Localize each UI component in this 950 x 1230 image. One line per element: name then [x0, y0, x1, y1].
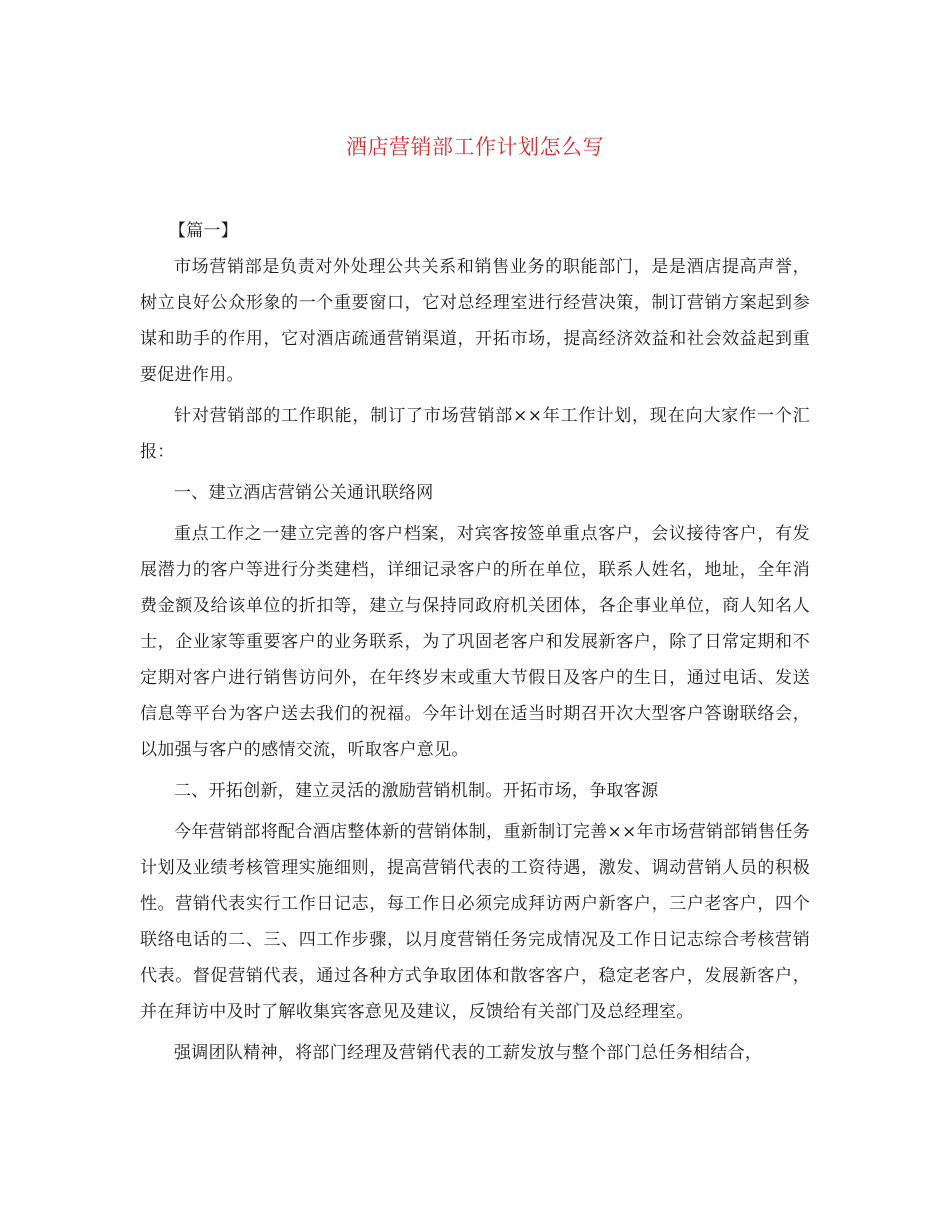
document-title: 酒店营销部工作计划怎么写 [346, 135, 604, 159]
document-body [140, 213, 810, 1071]
paragraph-incentive-mechanism: 今年营销部将配合酒店整体新的营销体制，重新制订完善××年市场营销部销售任务计划及业绩考核管理实施细则，提高营销代表的工资待遇，激发、调动营销人员的积极性。营销代表实行工作日记志，每工作日必须完成拜访两户新客户，三户老客户，四个联络电话的二、三、四工作步骤，以月度营销任务完成情况及工作日记志综合考核营销代表。督促营销代表，通过各种方式争取团体和散客客户，稳定老客户，发展新客户，并在拜访中及时了解收集宾客意见及建议，反馈给有关部门及总经理室。 [140, 822, 810, 1022]
heading-section-two: 二、开拓创新，建立灵活的激励营销机制。开拓市场，争取客源 [174, 781, 659, 801]
paragraph-intro: 市场营销部是负责对外处理公共关系和销售业务的职能部门，是是酒店提高声誉，树立良好公众形象的一个重要窗口，它对总经理室进行经营决策，制订营销方案起到参谋和助手的作用，它对酒店疏通营销渠道，开拓市场，提高经济效益和社会效益起到重要促进作用。 [140, 257, 810, 385]
paragraph-team-spirit: 强调团队精神，将部门经理及营销代表的工薪发放与整个部门总任务相结合， [174, 1043, 763, 1063]
section-label: 【篇一】 [168, 221, 239, 241]
paragraph-plan-summary: 针对营销部的工作职能，制订了市场营销部××年工作计划，现在向大家作一个汇报： [140, 406, 810, 462]
paragraph-client-archive: 重点工作之一建立完善的客户档案，对宾客按签单重点客户，会议接待客户，有发展潜力的客户等进行分类建档，详细记录客户的所在单位，联系人姓名，地址，全年消费金额及给该单位的折扣等，建立与保持同政府机关团体，各企事业单位，商人知名人士，企业家等重要客户的业务联系，为了巩固老客户和发展新客户，除了日常定期和不定期对客户进行销售访问外，在年终岁末或重大节假日及客户的生日，通过电话、发送信息等平台为客户送去我们的祝福。今年计划在适当时期召开次大型客户答谢联络会，以加强与客户的感情交流，听取客户意见。 [140, 524, 810, 760]
heading-section-one: 一、建立酒店营销公关通讯联络网 [174, 483, 434, 503]
